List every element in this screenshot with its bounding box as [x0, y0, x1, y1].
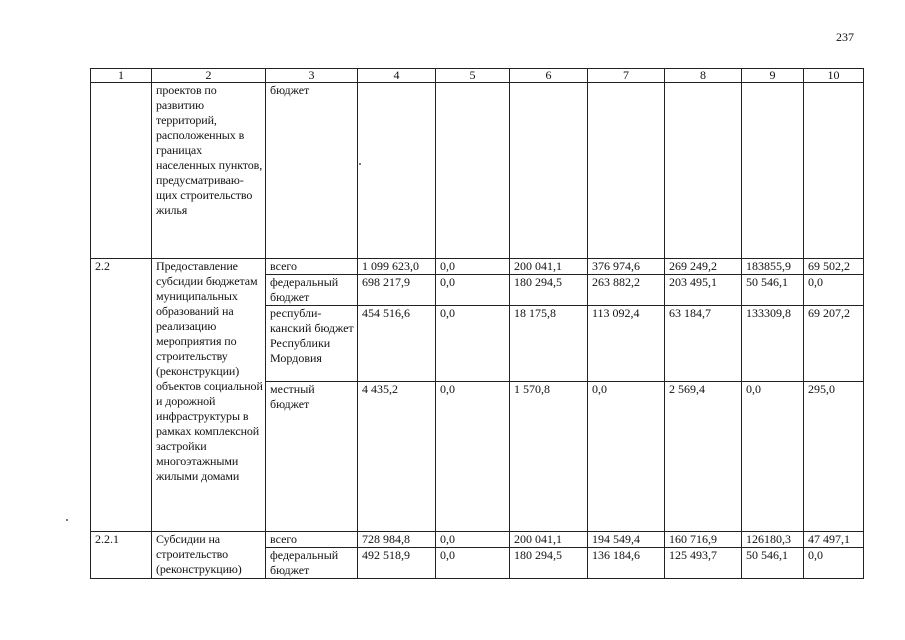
table-row — [91, 83, 864, 259]
value-cell: 0,0 — [436, 306, 510, 382]
value-cell: 200 041,1 — [510, 532, 588, 548]
value-cell: 50 546,1 — [742, 275, 804, 306]
value-cell: 492 518,9 — [358, 548, 436, 579]
value-cell: 269 249,2 — [665, 259, 742, 275]
funding-source: федеральный бюджет — [266, 275, 358, 306]
value-cell: 180 294,5 — [510, 548, 588, 579]
value-cell: 263 882,2 — [588, 275, 665, 306]
value-cell: 113 092,4 — [588, 306, 665, 382]
funding-source: всего — [266, 532, 358, 548]
value-cell: 0,0 — [436, 548, 510, 579]
measure-name: Предоставление субсидии бюджетам муниципальных образований на реализацию мероприятия по строительству (реконструкции) объектов социальной и дорожной инфраструктуры в рамках комплексной застройки многоэтажными жилыми домами — [152, 259, 266, 532]
value-cell: 180 294,5 — [510, 275, 588, 306]
funding-source: местный бюджет — [266, 382, 358, 532]
column-header: 10 — [804, 69, 864, 83]
value-cell — [665, 83, 742, 259]
value-cell: 0,0 — [804, 275, 864, 306]
column-header: 6 — [510, 69, 588, 83]
value-cell: 295,0 — [804, 382, 864, 532]
column-header: 5 — [436, 69, 510, 83]
value-cell: 183855,9 — [742, 259, 804, 275]
column-header: 1 — [91, 69, 152, 83]
column-number-row — [91, 69, 864, 83]
value-cell — [358, 83, 436, 259]
value-cell: 203 495,1 — [665, 275, 742, 306]
row-code: 2.2 — [91, 259, 152, 532]
value-cell: 47 497,1 — [804, 532, 864, 548]
page-number: 237 — [836, 30, 854, 44]
measure-name: проектов по развитию территорий, расположенных в границах населенных пунктов, предусматриваю-щих строительство жилья — [152, 83, 266, 259]
value-cell: 454 516,6 — [358, 306, 436, 382]
value-cell: 18 175,8 — [510, 306, 588, 382]
value-cell — [436, 83, 510, 259]
value-cell: 125 493,7 — [665, 548, 742, 579]
column-header: 7 — [588, 69, 665, 83]
value-cell: 69 207,2 — [804, 306, 864, 382]
value-cell: 1 099 623,0 — [358, 259, 436, 275]
value-cell: 50 546,1 — [742, 548, 804, 579]
column-header: 8 — [665, 69, 742, 83]
value-cell: 160 716,9 — [665, 532, 742, 548]
measure-name: Субсидии на строительство (реконструкцию) — [152, 532, 266, 579]
value-cell: 0,0 — [804, 548, 864, 579]
value-cell: 1 570,8 — [510, 382, 588, 532]
value-cell: 0,0 — [436, 382, 510, 532]
value-cell: 200 041,1 — [510, 259, 588, 275]
value-cell — [510, 83, 588, 259]
funding-source: бюджет — [266, 83, 358, 259]
value-cell: 0,0 — [588, 382, 665, 532]
value-cell — [804, 83, 864, 259]
value-cell: 133309,8 — [742, 306, 804, 382]
row-code — [91, 83, 152, 259]
funding-source: всего — [266, 259, 358, 275]
value-cell: 126180,3 — [742, 532, 804, 548]
value-cell — [588, 83, 665, 259]
value-cell: 0,0 — [742, 382, 804, 532]
value-cell: 69 502,2 — [804, 259, 864, 275]
value-cell: 4 435,2 — [358, 382, 436, 532]
row-code: 2.2.1 — [91, 532, 152, 579]
value-cell: 0,0 — [436, 275, 510, 306]
value-cell: 2 569,4 — [665, 382, 742, 532]
scan-speck — [66, 519, 68, 521]
value-cell: 376 974,6 — [588, 259, 665, 275]
value-cell: 728 984,8 — [358, 532, 436, 548]
column-header: 2 — [152, 69, 266, 83]
budget-table — [90, 68, 864, 579]
value-cell: 136 184,6 — [588, 548, 665, 579]
value-cell: 698 217,9 — [358, 275, 436, 306]
column-header: 9 — [742, 69, 804, 83]
column-header: 3 — [266, 69, 358, 83]
value-cell: 0,0 — [436, 532, 510, 548]
value-cell: 0,0 — [436, 259, 510, 275]
scan-speck — [359, 163, 361, 165]
funding-source: федеральный бюджет — [266, 548, 358, 579]
value-cell — [742, 83, 804, 259]
table-row — [91, 532, 864, 548]
funding-source: республи-канский бюджет Республики Мордовия — [266, 306, 358, 382]
column-header: 4 — [358, 69, 436, 83]
value-cell: 194 549,4 — [588, 532, 665, 548]
value-cell: 63 184,7 — [665, 306, 742, 382]
table-row — [91, 259, 864, 275]
